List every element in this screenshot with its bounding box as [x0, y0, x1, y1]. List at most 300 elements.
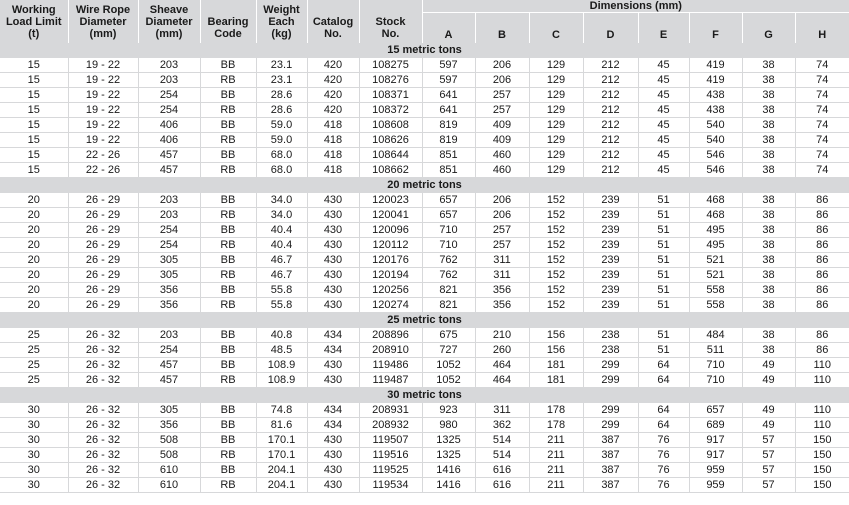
table-cell: 74: [795, 58, 849, 73]
table-cell: 254: [138, 343, 200, 358]
table-cell: 129: [529, 58, 583, 73]
table-cell: 616: [475, 478, 529, 493]
table-cell: 74: [795, 148, 849, 163]
table-cell: 508: [138, 448, 200, 463]
table-cell: 74: [795, 73, 849, 88]
table-cell: 299: [583, 418, 638, 433]
table-cell: 20: [0, 223, 68, 238]
table-cell: 64: [638, 373, 689, 388]
table-cell: 430: [307, 283, 359, 298]
table-cell: 26 - 29: [68, 193, 138, 208]
table-cell: 19 - 22: [68, 118, 138, 133]
table-cell: 120176: [359, 253, 422, 268]
table-cell: 86: [795, 253, 849, 268]
table-cell: 150: [795, 448, 849, 463]
table-cell: 305: [138, 403, 200, 418]
table-cell: BB: [200, 223, 256, 238]
table-cell: 51: [638, 283, 689, 298]
table-cell: 430: [307, 223, 359, 238]
table-cell: 657: [689, 403, 742, 418]
section-title: 30 metric tons: [0, 388, 849, 403]
table-cell: 120194: [359, 268, 422, 283]
table-cell: 959: [689, 463, 742, 478]
table-cell: 311: [475, 268, 529, 283]
table-cell: 23.1: [256, 58, 307, 73]
table-cell: 120274: [359, 298, 422, 313]
section-header-row: [0, 313, 849, 328]
table-cell: 51: [638, 253, 689, 268]
table-cell: 51: [638, 328, 689, 343]
table-cell: 1416: [422, 478, 475, 493]
table-cell: BB: [200, 328, 256, 343]
table-cell: 51: [638, 208, 689, 223]
table-cell: 178: [529, 403, 583, 418]
table-cell: RB: [200, 478, 256, 493]
table-cell: 150: [795, 478, 849, 493]
table-cell: 129: [529, 118, 583, 133]
table-cell: 819: [422, 118, 475, 133]
table-cell: 257: [475, 223, 529, 238]
table-cell: 203: [138, 193, 200, 208]
header-bearing-code: Bearing Code: [200, 0, 256, 43]
table-cell: 675: [422, 328, 475, 343]
table-cell: 81.6: [256, 418, 307, 433]
table-cell: 641: [422, 103, 475, 118]
table-cell: 208910: [359, 343, 422, 358]
table-cell: 38: [742, 88, 795, 103]
table-cell: 74.8: [256, 403, 307, 418]
table-cell: 15: [0, 148, 68, 163]
table-cell: 26 - 32: [68, 433, 138, 448]
table-cell: 206: [475, 208, 529, 223]
table-row: [0, 298, 849, 313]
table-row: [0, 58, 849, 73]
table-cell: 434: [307, 403, 359, 418]
table-cell: 457: [138, 163, 200, 178]
table-cell: 19 - 22: [68, 103, 138, 118]
table-cell: 26 - 29: [68, 283, 138, 298]
table-cell: 558: [689, 298, 742, 313]
table-cell: 19 - 22: [68, 133, 138, 148]
table-cell: 457: [138, 148, 200, 163]
table-cell: 181: [529, 358, 583, 373]
table-cell: 150: [795, 433, 849, 448]
table-row: [0, 328, 849, 343]
table-cell: BB: [200, 88, 256, 103]
table-cell: 38: [742, 238, 795, 253]
table-cell: 74: [795, 133, 849, 148]
table-cell: 38: [742, 268, 795, 283]
table-cell: 434: [307, 343, 359, 358]
table-cell: 86: [795, 208, 849, 223]
header-dim-c: C: [529, 13, 583, 44]
table-cell: 540: [689, 118, 742, 133]
table-cell: 30: [0, 478, 68, 493]
table-cell: 86: [795, 193, 849, 208]
table-cell: 120256: [359, 283, 422, 298]
table-cell: 26 - 32: [68, 478, 138, 493]
table-cell: 657: [422, 193, 475, 208]
table-cell: 299: [583, 373, 638, 388]
table-cell: 356: [138, 298, 200, 313]
table-cell: 851: [422, 163, 475, 178]
table-cell: 238: [583, 328, 638, 343]
table-cell: 86: [795, 283, 849, 298]
table-cell: 30: [0, 433, 68, 448]
table-cell: 64: [638, 358, 689, 373]
table-cell: 311: [475, 253, 529, 268]
header-sheave-diameter: Sheave Diameter (mm): [138, 0, 200, 43]
table-cell: 211: [529, 463, 583, 478]
table-cell: 38: [742, 328, 795, 343]
table-cell: 110: [795, 418, 849, 433]
table-cell: RB: [200, 298, 256, 313]
table-cell: 120041: [359, 208, 422, 223]
table-cell: 119486: [359, 358, 422, 373]
table-cell: 49: [742, 403, 795, 418]
table-cell: 305: [138, 253, 200, 268]
table-cell: 430: [307, 193, 359, 208]
table-cell: 40.8: [256, 328, 307, 343]
table-cell: 206: [475, 193, 529, 208]
table-cell: RB: [200, 73, 256, 88]
table-cell: 25: [0, 343, 68, 358]
table-cell: 546: [689, 163, 742, 178]
table-cell: 1416: [422, 463, 475, 478]
table-cell: BB: [200, 148, 256, 163]
table-cell: 15: [0, 88, 68, 103]
table-cell: 514: [475, 433, 529, 448]
table-cell: 49: [742, 358, 795, 373]
table-cell: 1325: [422, 433, 475, 448]
table-cell: 108.9: [256, 373, 307, 388]
table-cell: 28.6: [256, 103, 307, 118]
table-cell: 22 - 26: [68, 148, 138, 163]
table-cell: 150: [795, 463, 849, 478]
table-cell: 45: [638, 103, 689, 118]
table-cell: 120023: [359, 193, 422, 208]
table-cell: 38: [742, 73, 795, 88]
table-row: [0, 283, 849, 298]
table-cell: 254: [138, 238, 200, 253]
table-cell: BB: [200, 418, 256, 433]
table-cell: 597: [422, 58, 475, 73]
table-cell: 420: [307, 58, 359, 73]
table-cell: 710: [689, 373, 742, 388]
table-cell: 419: [689, 58, 742, 73]
table-cell: 20: [0, 238, 68, 253]
table-cell: BB: [200, 358, 256, 373]
section-title: 15 metric tons: [0, 43, 849, 58]
table-row: [0, 373, 849, 388]
table-cell: 59.0: [256, 118, 307, 133]
table-cell: 257: [475, 238, 529, 253]
table-cell: 57: [742, 448, 795, 463]
table-cell: 152: [529, 208, 583, 223]
table-cell: BB: [200, 193, 256, 208]
table-cell: 409: [475, 133, 529, 148]
table-cell: 203: [138, 328, 200, 343]
table-cell: 260: [475, 343, 529, 358]
table-cell: 38: [742, 208, 795, 223]
header-stock-no: Stock No.: [359, 0, 422, 43]
table-row: [0, 163, 849, 178]
table-cell: 508: [138, 433, 200, 448]
header-dimensions: Dimensions (mm): [422, 0, 849, 13]
table-cell: BB: [200, 463, 256, 478]
table-cell: 212: [583, 118, 638, 133]
table-cell: 110: [795, 403, 849, 418]
table-cell: 468: [689, 193, 742, 208]
table-row: [0, 238, 849, 253]
table-body: [0, 43, 849, 493]
table-row: [0, 343, 849, 358]
table-cell: 51: [638, 268, 689, 283]
table-cell: 108662: [359, 163, 422, 178]
table-cell: 387: [583, 448, 638, 463]
table-cell: 15: [0, 103, 68, 118]
table-cell: 51: [638, 223, 689, 238]
table-cell: 26 - 32: [68, 358, 138, 373]
table-cell: 420: [307, 88, 359, 103]
table-cell: 254: [138, 103, 200, 118]
table-cell: 212: [583, 88, 638, 103]
table-cell: 26 - 32: [68, 448, 138, 463]
table-cell: 74: [795, 118, 849, 133]
table-cell: 204.1: [256, 463, 307, 478]
header-wire-rope-diameter: Wire Rope Diameter (mm): [68, 0, 138, 43]
table-cell: 152: [529, 268, 583, 283]
table-cell: 20: [0, 253, 68, 268]
table-cell: 22 - 26: [68, 163, 138, 178]
table-cell: 38: [742, 253, 795, 268]
table-cell: 26 - 32: [68, 418, 138, 433]
table-cell: 48.5: [256, 343, 307, 358]
table-cell: 597: [422, 73, 475, 88]
table-row: [0, 268, 849, 283]
table-cell: 51: [638, 343, 689, 358]
table-cell: 129: [529, 133, 583, 148]
table-cell: 460: [475, 148, 529, 163]
table-cell: 26 - 29: [68, 268, 138, 283]
table-cell: 239: [583, 193, 638, 208]
table-cell: 657: [422, 208, 475, 223]
table-cell: 495: [689, 238, 742, 253]
table-cell: 170.1: [256, 433, 307, 448]
table-cell: 203: [138, 73, 200, 88]
table-cell: 38: [742, 298, 795, 313]
table-cell: 64: [638, 418, 689, 433]
table-cell: 710: [422, 223, 475, 238]
table-cell: 540: [689, 133, 742, 148]
table-cell: 20: [0, 268, 68, 283]
table-cell: 239: [583, 238, 638, 253]
table-row: [0, 418, 849, 433]
header-catalog-no: Catalog No.: [307, 0, 359, 43]
table-cell: 206: [475, 58, 529, 73]
table-cell: 129: [529, 103, 583, 118]
table-cell: 74: [795, 103, 849, 118]
header-dim-d: D: [583, 13, 638, 44]
table-cell: 119534: [359, 478, 422, 493]
table-cell: 129: [529, 163, 583, 178]
header-weight-each: Weight Each (kg): [256, 0, 307, 43]
table-cell: 51: [638, 238, 689, 253]
table-cell: 76: [638, 448, 689, 463]
table-cell: 311: [475, 403, 529, 418]
table-cell: BB: [200, 58, 256, 73]
table-cell: 710: [422, 238, 475, 253]
table-cell: 30: [0, 403, 68, 418]
table-cell: 38: [742, 148, 795, 163]
table-cell: 38: [742, 133, 795, 148]
table-cell: 74: [795, 163, 849, 178]
table-cell: 419: [689, 73, 742, 88]
table-cell: 26 - 32: [68, 328, 138, 343]
table-cell: 45: [638, 133, 689, 148]
table-cell: 257: [475, 103, 529, 118]
table-cell: 26 - 32: [68, 463, 138, 478]
table-cell: 152: [529, 283, 583, 298]
table-cell: 26 - 29: [68, 238, 138, 253]
table-cell: 119525: [359, 463, 422, 478]
table-row: [0, 208, 849, 223]
table-cell: BB: [200, 253, 256, 268]
table-row: [0, 478, 849, 493]
table-cell: 34.0: [256, 208, 307, 223]
table-cell: 211: [529, 478, 583, 493]
table-cell: 38: [742, 58, 795, 73]
table-cell: 430: [307, 298, 359, 313]
table-cell: 45: [638, 148, 689, 163]
table-cell: 710: [689, 358, 742, 373]
table-cell: 108608: [359, 118, 422, 133]
table-cell: 38: [742, 343, 795, 358]
table-cell: 430: [307, 253, 359, 268]
table-cell: 204.1: [256, 478, 307, 493]
table-cell: 821: [422, 298, 475, 313]
table-cell: 212: [583, 148, 638, 163]
table-cell: 45: [638, 88, 689, 103]
table-cell: 51: [638, 193, 689, 208]
table-cell: 418: [307, 148, 359, 163]
table-cell: 40.4: [256, 223, 307, 238]
table-cell: 546: [689, 148, 742, 163]
table-cell: 762: [422, 268, 475, 283]
table-cell: 362: [475, 418, 529, 433]
table-cell: 46.7: [256, 268, 307, 283]
table-cell: 420: [307, 103, 359, 118]
table-cell: 25: [0, 373, 68, 388]
table-row: [0, 448, 849, 463]
table-cell: 406: [138, 118, 200, 133]
table-cell: 28.6: [256, 88, 307, 103]
table-cell: 86: [795, 298, 849, 313]
table-row: [0, 253, 849, 268]
table-cell: 59.0: [256, 133, 307, 148]
table-cell: 26 - 32: [68, 373, 138, 388]
table-cell: 821: [422, 283, 475, 298]
table-cell: 356: [138, 418, 200, 433]
table-cell: 108275: [359, 58, 422, 73]
table-cell: 110: [795, 358, 849, 373]
table-cell: 212: [583, 163, 638, 178]
table-cell: 86: [795, 268, 849, 283]
table-cell: 64: [638, 403, 689, 418]
table-cell: 819: [422, 133, 475, 148]
table-cell: 641: [422, 88, 475, 103]
table-cell: 156: [529, 343, 583, 358]
table-row: [0, 148, 849, 163]
table-cell: 86: [795, 343, 849, 358]
section-title: 25 metric tons: [0, 313, 849, 328]
table-cell: 430: [307, 238, 359, 253]
table-cell: 356: [138, 283, 200, 298]
table-cell: 25: [0, 328, 68, 343]
table-cell: 26 - 32: [68, 343, 138, 358]
table-cell: 129: [529, 88, 583, 103]
table-cell: 430: [307, 358, 359, 373]
table-cell: 57: [742, 463, 795, 478]
table-cell: 46.7: [256, 253, 307, 268]
table-cell: 851: [422, 148, 475, 163]
table-cell: 438: [689, 103, 742, 118]
table-cell: 212: [583, 58, 638, 73]
table-cell: 1052: [422, 358, 475, 373]
table-cell: 108371: [359, 88, 422, 103]
table-cell: 178: [529, 418, 583, 433]
table-cell: 49: [742, 373, 795, 388]
table-cell: 76: [638, 478, 689, 493]
table-cell: 20: [0, 283, 68, 298]
table-cell: 15: [0, 163, 68, 178]
table-cell: 511: [689, 343, 742, 358]
header-dim-b: B: [475, 13, 529, 44]
table-cell: 356: [475, 298, 529, 313]
table-cell: 430: [307, 448, 359, 463]
table-cell: RB: [200, 238, 256, 253]
table-cell: 119487: [359, 373, 422, 388]
table-cell: 387: [583, 433, 638, 448]
table-cell: 26 - 29: [68, 208, 138, 223]
table-cell: RB: [200, 268, 256, 283]
table-row: [0, 403, 849, 418]
table-cell: 76: [638, 463, 689, 478]
table-cell: 406: [138, 133, 200, 148]
table-cell: BB: [200, 403, 256, 418]
table-cell: 980: [422, 418, 475, 433]
table-cell: 38: [742, 163, 795, 178]
table-cell: 689: [689, 418, 742, 433]
table-cell: 30: [0, 463, 68, 478]
table-cell: 108276: [359, 73, 422, 88]
table-cell: 152: [529, 193, 583, 208]
table-cell: 616: [475, 463, 529, 478]
table-cell: 170.1: [256, 448, 307, 463]
table-cell: 434: [307, 418, 359, 433]
table-cell: 25: [0, 358, 68, 373]
table-cell: BB: [200, 283, 256, 298]
table-cell: 51: [638, 298, 689, 313]
table-cell: 208931: [359, 403, 422, 418]
table-cell: 212: [583, 133, 638, 148]
table-cell: 238: [583, 343, 638, 358]
table-cell: 108.9: [256, 358, 307, 373]
table-cell: 430: [307, 373, 359, 388]
table-cell: 152: [529, 238, 583, 253]
table-cell: 86: [795, 238, 849, 253]
table-cell: 30: [0, 418, 68, 433]
